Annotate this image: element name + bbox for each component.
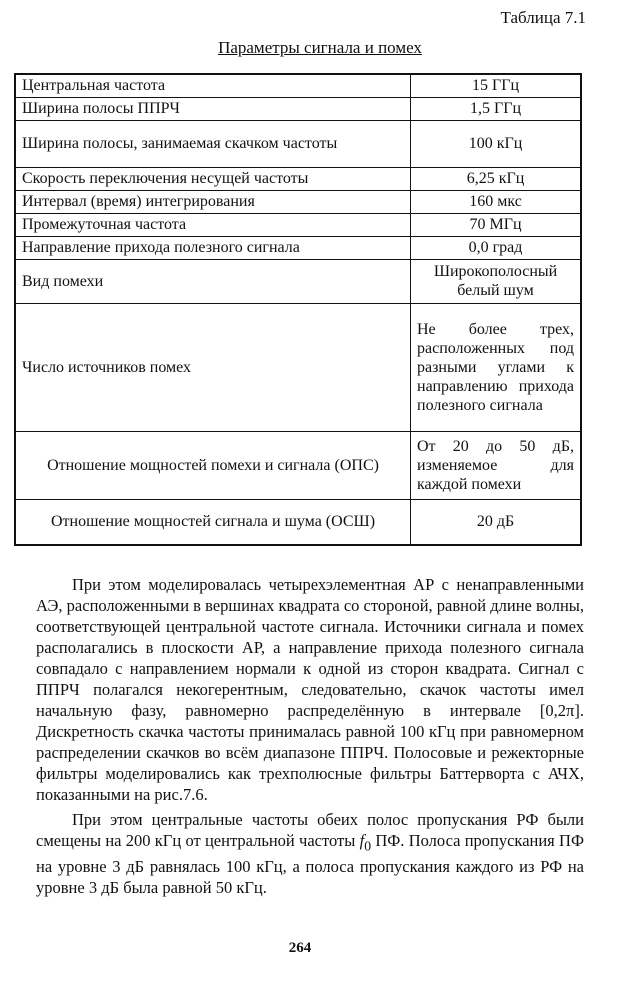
param-name: Интервал (время) интегрирования	[15, 190, 411, 213]
paragraph-2-part-2: ПФ. Полоса пропускания ПФ на уровне 3 дБ равнялась 100 кГц, а полоса пропускания каждого из РФ на уровне 3 дБ была равной 50 кГц.	[36, 831, 585, 898]
paragraph-1: При этом моделировалась четырехэлементная АР с ненаправленными АЭ, расположенными в вершинах квадрата со стороной, равной длине волны, соответствующей центральной частоте сигнала. Источники сигнала и помех располагались в плоскости АР, а направление прихода полезного сигнала совпадало с направлением нормали к одной из сторон квадрата. Сигнал с ППРЧ полагался некогерентным, следовательно, скачок частоты имел начальную фазу, равномерно распределённую в интервале [0,2π]. Дискретность скачка частоты принималась равной 100 кГц при равномерном распределении скачков во всём диапазоне ППРЧ. Полосовые и режекторные фильтры моделировались как трехполюсные фильтры Баттерворта с АЧХ, показанными на рис.7.6.	[36, 575, 584, 804]
param-name: Скорость переключения несущей частоты	[15, 167, 411, 190]
param-value: Не более трех, расположенных под разными углами к направлению прихода полезного сигнала	[411, 303, 582, 431]
param-name: Вид помехи	[15, 259, 411, 303]
param-name: Промежуточная частота	[15, 213, 411, 236]
body-text	[36, 574, 584, 898]
param-name: Отношение мощностей сигнала и шума (ОСШ)	[15, 499, 411, 545]
param-value: 0,0 град	[411, 236, 582, 259]
param-name: Ширина полосы, занимаемая скачком частоты	[15, 120, 411, 167]
param-name: Ширина полосы ППРЧ	[15, 97, 411, 120]
table-row	[15, 431, 581, 499]
param-value: 70 МГц	[411, 213, 582, 236]
param-name: Направление прихода полезного сигнала	[15, 236, 411, 259]
f0-symbol: f	[359, 831, 365, 850]
param-name: Отношение мощностей помехи и сигнала (ОПС)	[15, 431, 411, 499]
table-row	[15, 167, 581, 190]
parameters-table	[14, 73, 582, 546]
param-value: 160 мкс	[411, 190, 582, 213]
param-name: Число источников помех	[15, 303, 411, 431]
table-row	[15, 120, 581, 167]
table-row	[15, 74, 581, 97]
f0-subscript: 0	[364, 838, 372, 854]
param-value: 6,25 кГц	[411, 167, 582, 190]
param-value: 15 ГГц	[411, 74, 582, 97]
param-value: 20 дБ	[411, 499, 582, 545]
table-title: Параметры сигнала и помех	[218, 38, 422, 57]
param-value: 1,5 ГГц	[411, 97, 582, 120]
param-value: 100 кГц	[411, 120, 582, 167]
param-value: От 20 до 50 дБ, изменяемое для каждой помехи	[411, 431, 582, 499]
table-label: Таблица 7.1	[500, 8, 586, 27]
param-name: Центральная частота	[15, 74, 411, 97]
table-row	[15, 499, 581, 545]
table-row	[15, 213, 581, 236]
page-number: 264	[288, 940, 312, 956]
paragraph-2	[36, 809, 584, 898]
table-row	[15, 190, 581, 213]
table-row	[15, 259, 581, 303]
table-row	[15, 97, 581, 120]
param-value: Широкополосный белый шум	[411, 259, 582, 303]
table-row	[15, 303, 581, 431]
table-row	[15, 236, 581, 259]
paragraph-2-part-1: При этом центральные частоты обеих полос пропускания РФ были смещены на 200 кГц от центральной частоты	[36, 810, 584, 850]
